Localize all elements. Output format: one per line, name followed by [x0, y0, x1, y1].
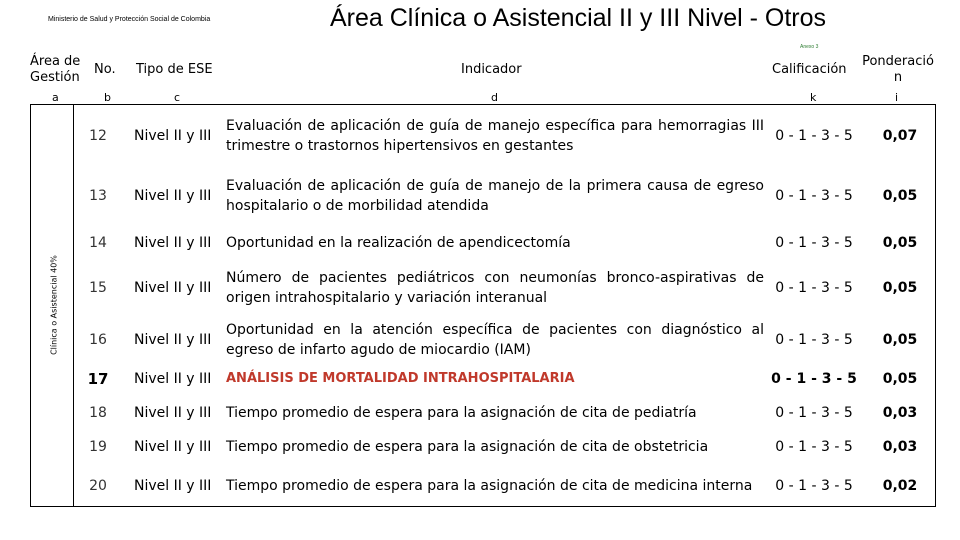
area-label: Clínica o Asistencial 40%	[49, 255, 59, 355]
row-tipo: Nivel II y III	[134, 332, 212, 348]
letter-k: k	[810, 91, 817, 104]
row-indicador: Oportunidad en la realización de apendicectomía	[226, 235, 571, 251]
row-ponderacion: 0,05	[882, 371, 918, 387]
table-row	[74, 366, 936, 392]
row-tipo: Nivel II y III	[134, 439, 212, 455]
row-ponderacion: 0,05	[882, 280, 918, 296]
row-no: 16	[89, 332, 107, 348]
row-calificacion: 0 - 1 - 3 - 5	[771, 371, 857, 387]
row-ponderacion: 0,05	[882, 332, 918, 348]
row-ponderacion: 0,03	[882, 439, 918, 455]
table-row	[74, 230, 936, 256]
row-indicador: Tiempo promedio de espera para la asignación de cita de obstetricia	[226, 439, 709, 455]
row-calificacion: 0 - 1 - 3 - 5	[775, 280, 853, 296]
row-calificacion: 0 - 1 - 3 - 5	[775, 439, 853, 455]
row-indicador: Evaluación de aplicación de guía de manejo de la primera causa de egreso hospitalario o de morbilidad atendida	[226, 178, 764, 214]
row-tipo: Nivel II y III	[134, 280, 212, 296]
row-indicador: Número de pacientes pediátricos con neumonías bronco-aspirativas de origen intrahospitalario y variación interanual	[226, 270, 764, 306]
row-no: 15	[89, 280, 107, 296]
ministry-name: Ministerio de Salud y Protección Social de Colombia	[48, 16, 211, 23]
row-tipo: Nivel II y III	[134, 128, 212, 144]
row-ponderacion: 0,05	[882, 188, 918, 204]
header-tipo: Tipo de ESE	[136, 62, 213, 77]
table-row	[74, 434, 936, 460]
row-ponderacion: 0,07	[882, 128, 918, 144]
letter-i: i	[895, 91, 899, 104]
header-area: Área de Gestión	[30, 54, 81, 85]
row-indicador: ANÁLISIS DE MORTALIDAD INTRAHOSPITALARIA	[226, 371, 575, 386]
table-row	[74, 400, 936, 426]
letter-b: b	[104, 91, 111, 104]
table-row	[74, 318, 936, 362]
row-calificacion: 0 - 1 - 3 - 5	[775, 235, 853, 251]
row-calificacion: 0 - 1 - 3 - 5	[775, 478, 853, 494]
row-tipo: Nivel II y III	[134, 235, 212, 251]
row-calificacion: 0 - 1 - 3 - 5	[775, 332, 853, 348]
header-indicador: Indicador	[461, 62, 522, 77]
page-title: Área Clínica o Asistencial II y III Nivel - Otros	[330, 4, 826, 32]
row-no: 17	[87, 370, 109, 388]
header-ponderacion: Ponderación	[862, 54, 934, 85]
row-no: 13	[89, 188, 107, 204]
row-tipo: Nivel II y III	[134, 371, 212, 387]
table-row	[74, 464, 936, 508]
row-no: 19	[89, 439, 107, 455]
row-no: 20	[89, 478, 107, 494]
row-tipo: Nivel II y III	[134, 478, 212, 494]
row-ponderacion: 0,02	[882, 478, 918, 494]
table-row	[74, 114, 936, 158]
row-no: 18	[89, 405, 107, 421]
row-tipo: Nivel II y III	[134, 188, 212, 204]
row-indicador: Tiempo promedio de espera para la asignación de cita de medicina interna	[226, 478, 753, 494]
row-indicador: Evaluación de aplicación de guía de manejo específica para hemorragias III trimestre o trastornos hipertensivos en gestantes	[226, 118, 764, 154]
letter-d: d	[491, 91, 498, 104]
header-calificacion: Calificación	[772, 62, 847, 77]
row-indicador: Oportunidad en la atención específica de pacientes con diagnóstico al egreso de infarto agudo de miocardio (IAM)	[226, 322, 764, 358]
row-calificacion: 0 - 1 - 3 - 5	[775, 188, 853, 204]
row-ponderacion: 0,05	[882, 235, 918, 251]
row-no: 12	[89, 128, 107, 144]
table-row	[74, 174, 936, 218]
row-tipo: Nivel II y III	[134, 405, 212, 421]
row-indicador: Tiempo promedio de espera para la asignación de cita de pediatría	[226, 405, 697, 421]
table-row	[74, 266, 936, 310]
anexo-label: Anexo 3	[800, 44, 819, 50]
row-ponderacion: 0,03	[882, 405, 918, 421]
letter-a: a	[52, 91, 59, 104]
row-calificacion: 0 - 1 - 3 - 5	[775, 405, 853, 421]
header-no: No.	[94, 62, 116, 77]
row-calificacion: 0 - 1 - 3 - 5	[775, 128, 853, 144]
letter-c: c	[174, 91, 181, 104]
row-no: 14	[89, 235, 107, 251]
